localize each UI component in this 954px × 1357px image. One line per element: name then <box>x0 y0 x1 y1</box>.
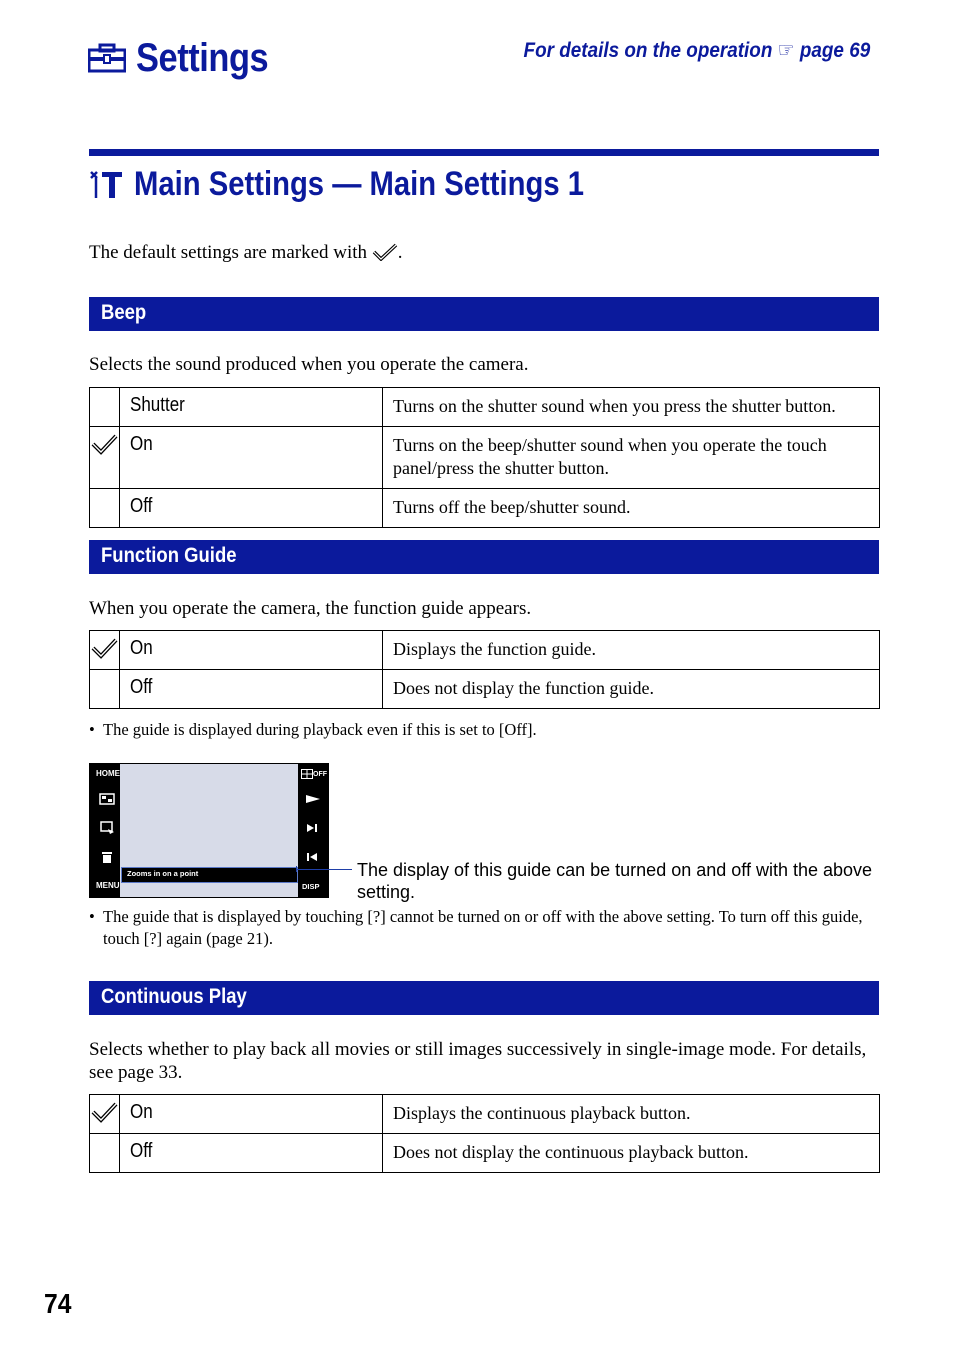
default-cell <box>90 388 120 427</box>
section-title: Main Settings — Main Settings 1 <box>134 164 585 203</box>
option-desc: Displays the function guide. <box>383 631 880 670</box>
function-guide-intro: When you operate the camera, the function guide appears. <box>89 598 532 619</box>
section-rule <box>89 149 879 156</box>
default-cell <box>90 489 120 528</box>
page-title-area <box>88 34 290 82</box>
section-title-area <box>88 162 657 206</box>
option-desc: Does not display the function guide. <box>383 670 880 709</box>
tools-icon <box>88 168 124 200</box>
function-guide-table <box>89 630 880 709</box>
table-row <box>90 631 880 670</box>
home-label: HOME <box>96 769 120 778</box>
page-number: 74 <box>44 1288 72 1319</box>
option-name-cell <box>120 1134 383 1173</box>
checkmark-icon <box>90 1101 118 1123</box>
previous-icon <box>306 852 318 862</box>
option-name: On <box>130 433 153 455</box>
beep-heading: Beep <box>101 301 147 324</box>
option-name-cell <box>120 427 383 489</box>
option-name: Shutter <box>130 394 185 416</box>
note-text: The guide that is displayed by touching [?] cannot be turned on or off with the above setting. To turn off this guide, touch [?] again (page 21). <box>103 907 863 948</box>
guide-bar-text: Zooms in on a point <box>127 869 199 878</box>
bullet-icon: • <box>89 907 95 926</box>
option-desc: Turns off the beep/shutter sound. <box>383 489 880 528</box>
bullet-icon: • <box>89 720 95 739</box>
checkmark-icon <box>90 637 118 659</box>
guide-bar <box>121 867 298 883</box>
default-note-text: The default settings are marked with <box>89 242 368 263</box>
default-note <box>89 241 403 264</box>
beep-table <box>89 387 880 528</box>
beep-intro: Selects the sound produced when you operate the camera. <box>89 354 529 375</box>
continuous-play-heading-band <box>89 981 879 1015</box>
default-cell <box>90 1095 120 1134</box>
note-text: The guide is displayed during playback even if this is set to [Off]. <box>103 720 537 739</box>
checkmark-icon <box>372 243 398 261</box>
option-name-cell <box>120 631 383 670</box>
option-name: Off <box>130 1140 153 1162</box>
option-desc: Displays the continuous playback button. <box>383 1095 880 1134</box>
table-row <box>90 1095 880 1134</box>
disp-label: DISP <box>302 882 320 891</box>
default-cell <box>90 670 120 709</box>
callout-line <box>296 869 352 870</box>
grid-display-icon <box>301 769 313 779</box>
operation-details-link[interactable]: For details on the operation ☞ page 69 <box>523 39 870 62</box>
page-title: Settings <box>136 35 269 80</box>
continuous-play-intro: Selects whether to play back all movies or still images successively in single-image mode. For details, see page 33. <box>89 1039 867 1083</box>
default-cell <box>90 631 120 670</box>
option-name: Off <box>130 676 153 698</box>
camera-screen-illustration <box>89 763 329 898</box>
option-name-cell <box>120 1095 383 1134</box>
option-name: On <box>130 1101 153 1123</box>
continuous-play-table <box>89 1094 880 1173</box>
off-label: OFF <box>313 771 327 778</box>
trash-icon <box>101 850 113 864</box>
option-name: On <box>130 637 153 659</box>
option-desc: Does not display the continuous playback button. <box>383 1134 880 1173</box>
menu-label: MENU <box>96 881 120 890</box>
table-row <box>90 489 880 528</box>
function-guide-heading-band <box>89 540 879 574</box>
table-row <box>90 427 880 489</box>
table-row <box>90 1134 880 1173</box>
play-icon <box>305 794 321 804</box>
default-cell <box>90 427 120 489</box>
option-name-cell <box>120 489 383 528</box>
callout-text: The display of this guide can be turned on and off with the above setting. <box>357 860 873 902</box>
table-row <box>90 388 880 427</box>
option-name-cell <box>120 670 383 709</box>
function-guide-heading: Function Guide <box>101 544 237 567</box>
toolbox-icon <box>88 43 126 73</box>
beep-heading-band <box>89 297 879 331</box>
slideshow-icon <box>100 821 116 835</box>
option-name-cell <box>120 388 383 427</box>
option-desc: Turns on the beep/shutter sound when you operate the touch panel/press the shutter button. <box>383 427 880 489</box>
index-grid-icon <box>99 793 115 805</box>
checkmark-icon <box>90 433 118 455</box>
option-name: Off <box>130 495 153 517</box>
next-icon <box>306 823 318 833</box>
default-note-end: . <box>397 242 403 263</box>
default-cell <box>90 1134 120 1173</box>
continuous-play-heading: Continuous Play <box>101 985 247 1008</box>
table-row <box>90 670 880 709</box>
option-desc: Turns on the shutter sound when you press the shutter button. <box>383 388 880 427</box>
